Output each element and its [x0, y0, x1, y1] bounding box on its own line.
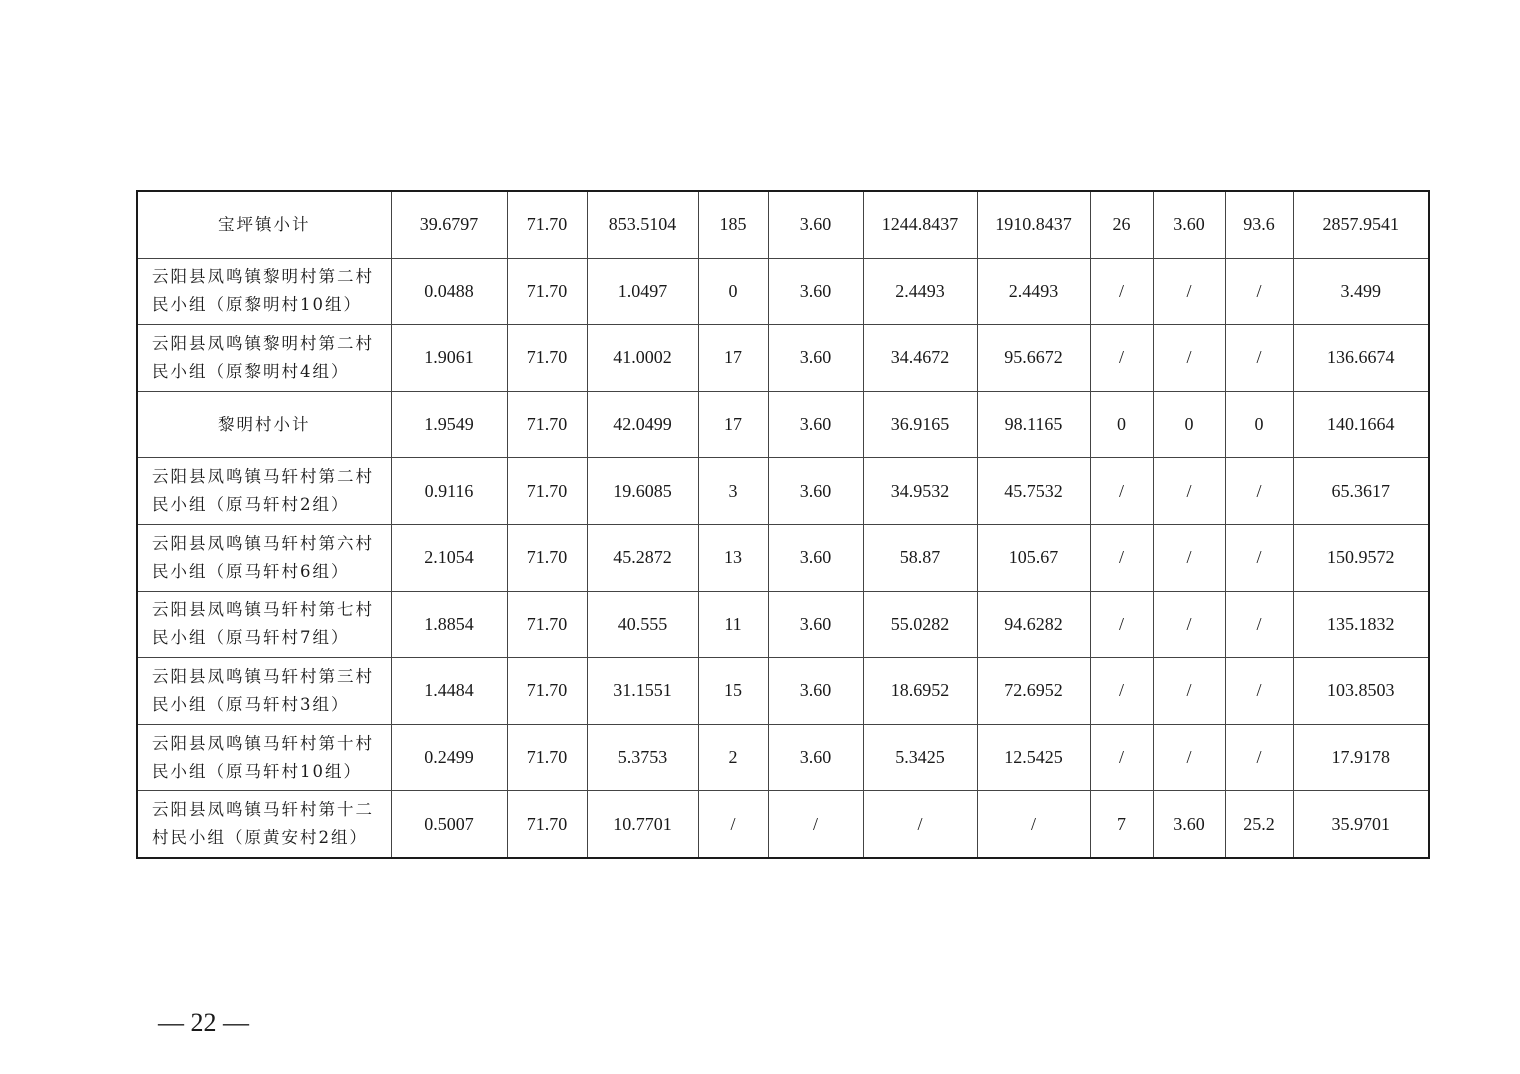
value-cell: 3.60 — [768, 391, 863, 458]
row-name-cell: 云阳县凤鸣镇马轩村第十二村民小组（原黄安村2组） — [137, 791, 391, 858]
value-cell: 39.6797 — [391, 191, 507, 258]
value-cell: / — [1090, 258, 1153, 325]
value-cell: 1.4484 — [391, 658, 507, 725]
row-name-cell: 云阳县凤鸣镇黎明村第二村民小组（原黎明村10组） — [137, 258, 391, 325]
value-cell: 71.70 — [507, 258, 587, 325]
value-cell: / — [1225, 325, 1293, 392]
row-name-cell: 云阳县凤鸣镇马轩村第三村民小组（原马轩村3组） — [137, 658, 391, 725]
value-cell: 5.3425 — [863, 724, 977, 791]
value-cell: 71.70 — [507, 791, 587, 858]
value-cell: 98.1165 — [977, 391, 1090, 458]
value-cell: 1.8854 — [391, 591, 507, 658]
value-cell: 45.7532 — [977, 458, 1090, 525]
value-cell: 0 — [698, 258, 768, 325]
row-name-cell: 云阳县凤鸣镇马轩村第六村民小组（原马轩村6组） — [137, 524, 391, 591]
value-cell: 0 — [1090, 391, 1153, 458]
value-cell: 136.6674 — [1293, 325, 1429, 392]
value-cell: 0 — [1225, 391, 1293, 458]
value-cell: / — [1090, 524, 1153, 591]
value-cell: 71.70 — [507, 591, 587, 658]
value-cell: 71.70 — [507, 724, 587, 791]
value-cell: / — [768, 791, 863, 858]
value-cell: 34.9532 — [863, 458, 977, 525]
table-row — [137, 258, 1429, 325]
value-cell: 71.70 — [507, 524, 587, 591]
value-cell: 103.8503 — [1293, 658, 1429, 725]
value-cell: 0 — [1153, 391, 1225, 458]
row-name-cell: 云阳县凤鸣镇马轩村第十村民小组（原马轩村10组） — [137, 724, 391, 791]
table-body — [137, 191, 1429, 858]
value-cell: 2857.9541 — [1293, 191, 1429, 258]
table-row — [137, 325, 1429, 392]
value-cell: 36.9165 — [863, 391, 977, 458]
value-cell: 45.2872 — [587, 524, 698, 591]
value-cell: 17 — [698, 325, 768, 392]
value-cell: 72.6952 — [977, 658, 1090, 725]
value-cell: / — [1090, 658, 1153, 725]
value-cell: 71.70 — [507, 391, 587, 458]
value-cell: 65.3617 — [1293, 458, 1429, 525]
value-cell: 1244.8437 — [863, 191, 977, 258]
value-cell: 26 — [1090, 191, 1153, 258]
value-cell: 17 — [698, 391, 768, 458]
value-cell: / — [1153, 591, 1225, 658]
value-cell: / — [1090, 591, 1153, 658]
value-cell: 18.6952 — [863, 658, 977, 725]
value-cell: 42.0499 — [587, 391, 698, 458]
value-cell: 12.5425 — [977, 724, 1090, 791]
value-cell: 19.6085 — [587, 458, 698, 525]
compensation-table — [136, 190, 1430, 859]
value-cell: 3.60 — [768, 524, 863, 591]
row-name-cell: 云阳县凤鸣镇马轩村第七村民小组（原马轩村7组） — [137, 591, 391, 658]
page-number: — 22 — — [158, 1008, 249, 1037]
value-cell: 1910.8437 — [977, 191, 1090, 258]
value-cell: 2.4493 — [977, 258, 1090, 325]
row-name-cell: 云阳县凤鸣镇马轩村第二村民小组（原马轩村2组） — [137, 458, 391, 525]
value-cell: 10.7701 — [587, 791, 698, 858]
subtotal-row — [137, 191, 1429, 258]
value-cell: / — [1153, 724, 1225, 791]
value-cell: 3.60 — [1153, 191, 1225, 258]
value-cell: 853.5104 — [587, 191, 698, 258]
value-cell: / — [1225, 458, 1293, 525]
value-cell: / — [977, 791, 1090, 858]
value-cell: 95.6672 — [977, 325, 1090, 392]
value-cell: / — [1225, 724, 1293, 791]
value-cell: 185 — [698, 191, 768, 258]
value-cell: / — [1225, 258, 1293, 325]
table-row — [137, 524, 1429, 591]
value-cell: 31.1551 — [587, 658, 698, 725]
value-cell: 3.60 — [768, 191, 863, 258]
value-cell: 15 — [698, 658, 768, 725]
value-cell: / — [863, 791, 977, 858]
row-name-cell: 宝坪镇小计 — [137, 191, 391, 258]
value-cell: 13 — [698, 524, 768, 591]
value-cell: 3 — [698, 458, 768, 525]
table-row — [137, 724, 1429, 791]
value-cell: 40.555 — [587, 591, 698, 658]
value-cell: 25.2 — [1225, 791, 1293, 858]
table-row — [137, 591, 1429, 658]
row-name-cell: 黎明村小计 — [137, 391, 391, 458]
value-cell: / — [1153, 258, 1225, 325]
value-cell: 7 — [1090, 791, 1153, 858]
value-cell: 3.499 — [1293, 258, 1429, 325]
value-cell: 135.1832 — [1293, 591, 1429, 658]
value-cell: 35.9701 — [1293, 791, 1429, 858]
value-cell: / — [1225, 658, 1293, 725]
value-cell: 5.3753 — [587, 724, 698, 791]
value-cell: 0.2499 — [391, 724, 507, 791]
value-cell: 71.70 — [507, 325, 587, 392]
value-cell: 0.0488 — [391, 258, 507, 325]
table-row — [137, 658, 1429, 725]
value-cell: / — [1153, 524, 1225, 591]
value-cell: 1.0497 — [587, 258, 698, 325]
value-cell: / — [1225, 591, 1293, 658]
value-cell: 3.60 — [768, 658, 863, 725]
table-row — [137, 458, 1429, 525]
value-cell: 3.60 — [1153, 791, 1225, 858]
value-cell: 3.60 — [768, 591, 863, 658]
value-cell: 17.9178 — [1293, 724, 1429, 791]
value-cell: 71.70 — [507, 191, 587, 258]
value-cell: 3.60 — [768, 458, 863, 525]
value-cell: 11 — [698, 591, 768, 658]
row-name-cell: 云阳县凤鸣镇黎明村第二村民小组（原黎明村4组） — [137, 325, 391, 392]
value-cell: / — [1153, 458, 1225, 525]
value-cell: / — [1153, 325, 1225, 392]
value-cell: / — [698, 791, 768, 858]
value-cell: 93.6 — [1225, 191, 1293, 258]
table-row — [137, 791, 1429, 858]
value-cell: / — [1090, 724, 1153, 791]
value-cell: 71.70 — [507, 658, 587, 725]
value-cell: 1.9061 — [391, 325, 507, 392]
value-cell: 3.60 — [768, 724, 863, 791]
value-cell: 55.0282 — [863, 591, 977, 658]
value-cell: 3.60 — [768, 258, 863, 325]
subtotal-row — [137, 391, 1429, 458]
value-cell: 2.4493 — [863, 258, 977, 325]
value-cell: 41.0002 — [587, 325, 698, 392]
value-cell: 71.70 — [507, 458, 587, 525]
value-cell: / — [1090, 458, 1153, 525]
value-cell: / — [1225, 524, 1293, 591]
value-cell: 2.1054 — [391, 524, 507, 591]
value-cell: / — [1153, 658, 1225, 725]
value-cell: 2 — [698, 724, 768, 791]
value-cell: 94.6282 — [977, 591, 1090, 658]
value-cell: 150.9572 — [1293, 524, 1429, 591]
value-cell: / — [1090, 325, 1153, 392]
value-cell: 140.1664 — [1293, 391, 1429, 458]
value-cell: 0.5007 — [391, 791, 507, 858]
value-cell: 105.67 — [977, 524, 1090, 591]
value-cell: 58.87 — [863, 524, 977, 591]
value-cell: 1.9549 — [391, 391, 507, 458]
value-cell: 0.9116 — [391, 458, 507, 525]
value-cell: 34.4672 — [863, 325, 977, 392]
value-cell: 3.60 — [768, 325, 863, 392]
